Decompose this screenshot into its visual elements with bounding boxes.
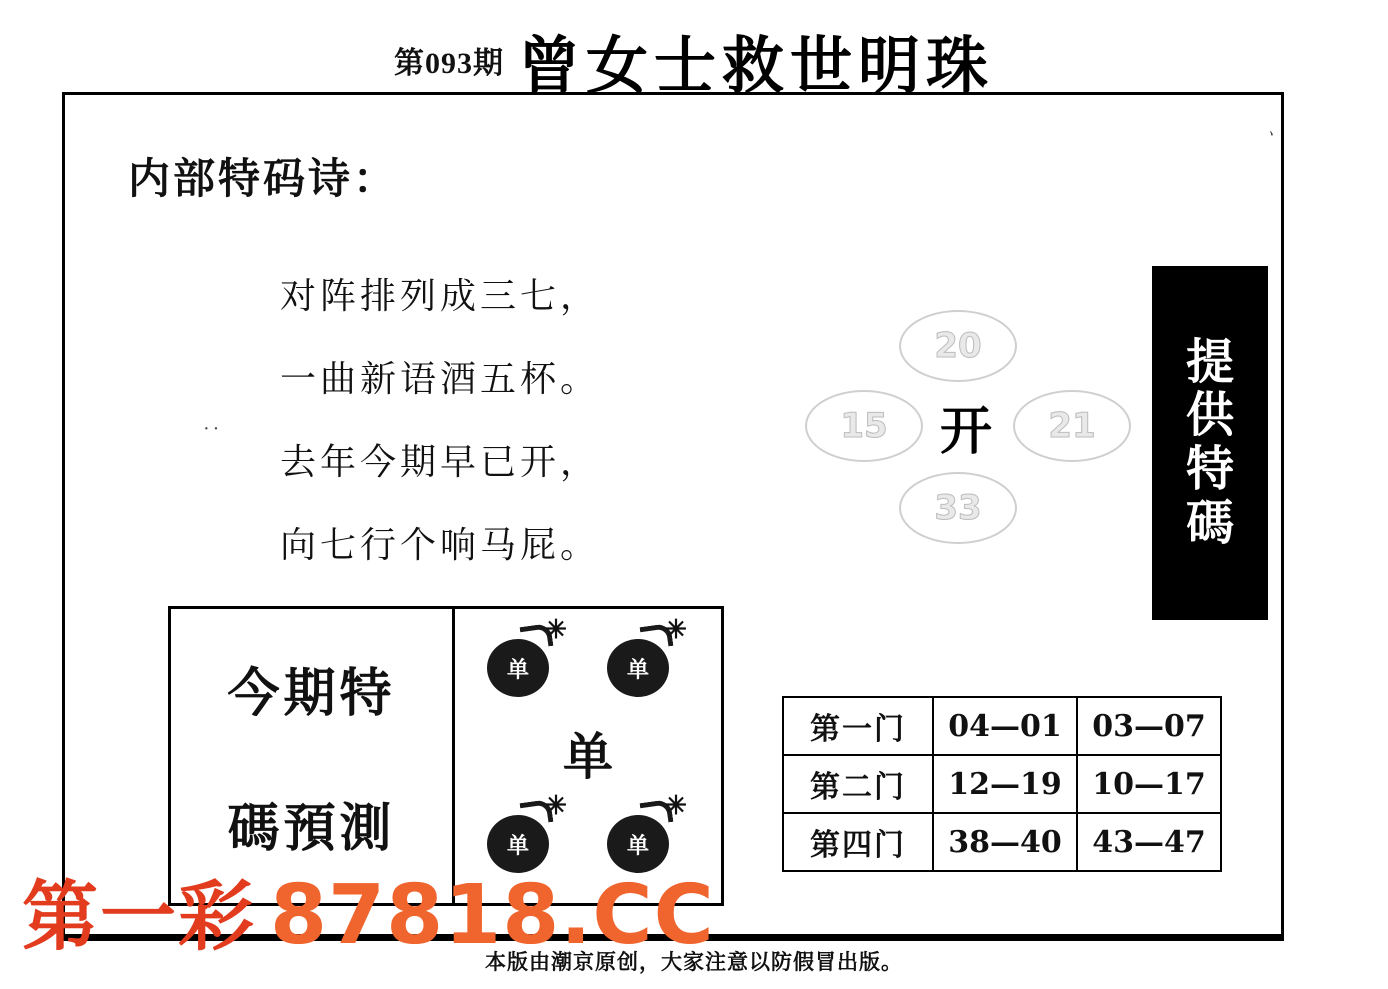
prediction-label [171, 609, 455, 903]
issue-label: 第093期 [393, 47, 504, 80]
table-row [783, 813, 1221, 871]
bomb-label: 单 [607, 639, 669, 697]
bomb-label: 单 [487, 639, 549, 697]
bomb-label: 单 [607, 815, 669, 873]
prediction-label-line: 今期特 [227, 663, 396, 724]
poem-line: 一曲新语酒五杯。 [280, 359, 601, 400]
ball-bottom: 33 [899, 472, 1017, 544]
bomb-icon [607, 791, 687, 873]
gate-name: 第一门 [783, 697, 933, 755]
banner-char: 碼 [1185, 494, 1234, 551]
bomb-icon [607, 615, 687, 697]
gate-name: 第二门 [783, 755, 933, 813]
ball-right: 21 [1013, 390, 1131, 462]
vertical-banner [1152, 266, 1268, 620]
watermark-domain: 87818.CC [270, 868, 715, 963]
banner-char: 特 [1185, 441, 1234, 497]
gate-range-b: 03—07 [1077, 697, 1221, 755]
gate-range-a: 12—19 [933, 755, 1077, 813]
lottery-ball-cluster [795, 300, 1135, 550]
section-heading: 内部特码诗： [128, 157, 399, 203]
prediction-box [168, 606, 724, 906]
prediction-label-line: 碼預測 [227, 798, 396, 859]
spark-icon: ✳ [545, 615, 567, 644]
spark-icon: ✳ [665, 615, 687, 644]
banner-char: 供 [1185, 387, 1234, 444]
page-title: 曾女士救世明珠 [517, 29, 994, 102]
prediction-bombs [455, 609, 721, 903]
gate-range-a: 04—01 [933, 697, 1077, 755]
dot-marks: ·· [203, 418, 223, 440]
gate-range-b: 10—17 [1077, 755, 1221, 813]
tick-mark: 、 [1267, 120, 1288, 142]
gate-range-b: 43—47 [1077, 813, 1221, 871]
ball-left: 15 [805, 390, 923, 462]
ball-top: 20 [899, 310, 1017, 382]
footer-note: 本版由潮京原创，大家注意以防假冒出版。 [485, 950, 903, 974]
poem-line: 去年今期早已开， [280, 442, 601, 483]
watermark-brand: 第一彩 [22, 872, 256, 961]
bomb-icon [487, 615, 567, 697]
spark-icon: ✳ [665, 791, 687, 820]
prediction-center-character: 单 [563, 727, 613, 786]
table-row [783, 697, 1221, 755]
gate-name: 第四门 [783, 813, 933, 871]
table-row [783, 755, 1221, 813]
poem-line: 向七行个响马屁。 [280, 525, 601, 566]
banner-char: 提 [1185, 333, 1234, 390]
poem-block [280, 268, 700, 600]
poem-line: 对阵排列成三七， [280, 276, 601, 317]
ball-center-character: 开 [939, 400, 992, 462]
bomb-label: 单 [487, 815, 549, 873]
gate-range-a: 38—40 [933, 813, 1077, 871]
footer-divider [62, 936, 1284, 941]
spark-icon: ✳ [545, 791, 567, 820]
gate-table [782, 696, 1222, 872]
bomb-icon [487, 791, 567, 873]
